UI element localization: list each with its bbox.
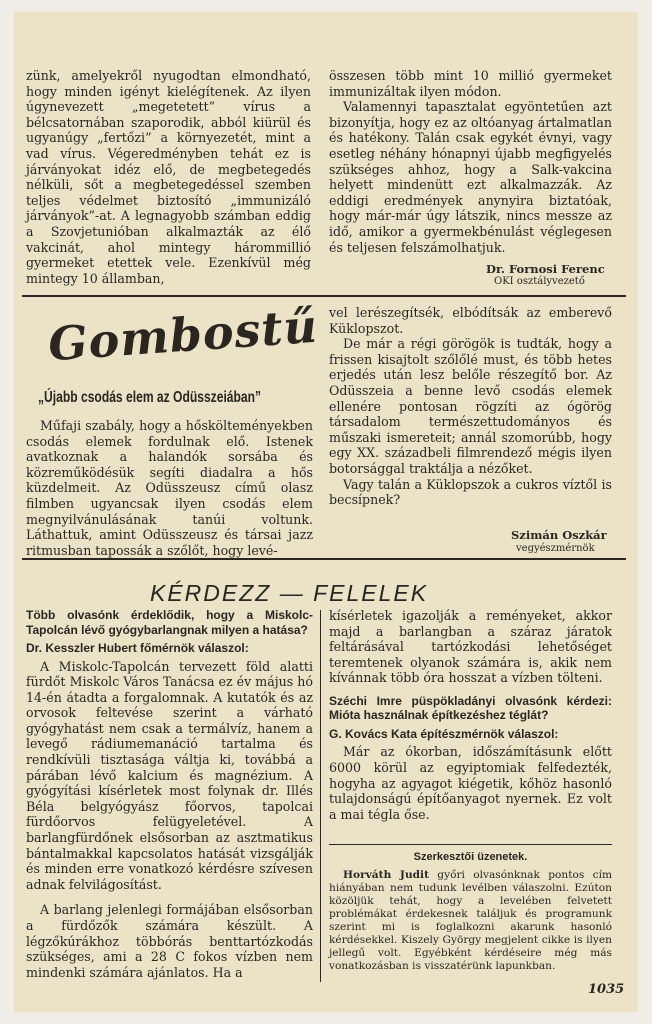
article-paragraph: De már a régi görögök is tudták, hogy a frissen kisajtolt szőlőlé must, és több hetes erjedés után lesz belőle részegítő bor. Az Odüsszeia a benne levő csodás elemek ellenére pontosan rögzíti az ógörög társadalom természettudományos és műszaki ismereteit; annál szomorúbb, hogy egy XX. századbeli filmrendező mégis ilyen botorsággal traktálja a nézőket. bbox=[329, 336, 612, 476]
article-paragraph: Vagy talán a Küklopszok a cukros víztől is becsípnek? bbox=[329, 476, 612, 508]
article-continued-right bbox=[329, 68, 612, 255]
gombostu-logo: Gombostű bbox=[46, 298, 320, 372]
editor-message-text: győri olvasónknak pontos cím hiányában nem tudunk levélben válaszolni. Ezúton közöljük tehát, hogy a levelében felvetett problémákat érdekesnek találjuk és programunk szerint mi is foglalkozni akarunk hasonló kérdésekkel. Kiszely György megjelent cikke is ilyen jellegű volt. Egyébként kérdéseire még más vonatkozásban is visszatérünk lapunkban. bbox=[329, 868, 612, 972]
section-subtitle: „Újabb csodás elem az Odüsszeiában” bbox=[38, 389, 262, 406]
editor-message bbox=[329, 869, 612, 973]
article-paragraph: Valamennyi tapasztalat egyöntetűen azt bizonyítja, hogy ez az oltóanyag ártalmatlan és hatékony. Talán csak egykét évnyi, vagy esetleg néhány hónapnyi újabb megfigyelés szükséges ahhoz, hogy a Salk-vakcina helyett mindenütt ezt alkalmazzák. Az eddigi eredmények anynyira biztatóak, hogy már-már úgy látszik, nincs messze az idő, amikor a gyermekbénulást véglegesen és teljesen felszámolhatjuk. bbox=[329, 99, 612, 255]
question: Széchi Imre püspökladányi olvasónk kérdezi: Mióta használnak építkezéshez téglát? bbox=[329, 693, 612, 723]
column-divider bbox=[320, 610, 321, 982]
answer-paragraph: A Miskolc-Tapolcán tervezett föld alatti fürdőt Miskolc Város Tanácsa ez év május hó 14-én átadta a forgalomnak. A kutatók és az orvosok feltevése szerint a várható gyógyhatást nem csak a termálvíz, hanem a levegő rádiumemanáció tartalma és rendkívüli tisztasága váltja ki, továbbá a párában lévő kalcium és magnézium. A gyógyítási kísérletek most folynak dr. Illés Béla belgyógyász főorvos, tapolcai fürdőorvos felügyeletével. A barlangfürdőnek elsősorban az asztmatikus bántalmakkal kapcsolatos hatását vizsgálják és minden erre vonatkozó kérdésre szívesen adnak felvilágosítást. bbox=[26, 658, 313, 892]
article-paragraph: összesen több mint 10 millió gyermeket immunizáltak ilyen módon. bbox=[329, 68, 612, 99]
author-role: OKI osztályvezető bbox=[494, 276, 585, 287]
question: Több olvasónk érdeklődik, hogy a Miskolc-Tapolcán lévő gyógybarlangnak milyen a hatása? bbox=[26, 608, 313, 637]
article-continued-left bbox=[26, 68, 311, 286]
gombostu-right-column bbox=[329, 305, 612, 508]
editor-heading: Szerkesztői üzenetek. bbox=[413, 851, 528, 863]
editor-messages bbox=[329, 850, 612, 973]
page-number: 1035 bbox=[588, 982, 625, 997]
magazine-page bbox=[14, 12, 638, 1012]
author-signature: Szimán Oszkár bbox=[511, 528, 607, 542]
answer-paragraph: Már az ókorban, időszámításunk előtt 6000 körül az egyiptomiak felfedezték, hogyha az agyagot kiégetik, kőhöz hasonló tulajdonságú építőanyagot nyernek. Ez volt a mai tégla őse. bbox=[329, 744, 612, 822]
editor-divider bbox=[329, 844, 612, 845]
author-role: vegyészmérnök bbox=[516, 543, 595, 554]
answer-paragraph: A barlang jelenlegi formájában elsősorban a fürdőzők számára készült. A légzőkúrákhoz többórás benttartózkodás szükséges, ami a 28 C fokos vízben nem mindenki számára ajánlatos. Ha a bbox=[26, 902, 313, 980]
article-paragraph: vel lerészegítsék, elbódítsák az emberevő Küklopszot. bbox=[329, 305, 612, 336]
article-text: zünk, amelyekről nyugodtan elmondható, hogy minden igényt kielégítenek. Az ilyen úgynevezett „megetetett” vírus a bélcsatornában szaporodik, abból kiürül és ugyanúgy „fertőzi” a környezetét, mint a vad vírus. Végeredményben tehát ez is járványokat idéz elő, de megbetegedés nélküli, sőt a megbetegedéssel szemben teljes védelmet biztosító „immunizáló járványok”-at. A legnagyobb számban eddig a Szovjetunióban alkalmazták az élő vakcinát, ahol mintegy hárommillió gyermeket etettek vele. Ezenkívül még mintegy 10 államban, bbox=[26, 68, 311, 286]
qa-left-column bbox=[26, 608, 313, 980]
section-divider bbox=[22, 558, 626, 560]
answer-paragraph: kísérletek igazolják a reményeket, akkor majd a barlangban a száraz járatok feltárásával tartózkodási lehetőséget teremtenek olyanok számára is, akik nem kívánnak több óra hosszat a vízben tölteni. bbox=[329, 608, 612, 686]
answer-heading: G. Kovács Kata építészmérnök válaszol: bbox=[329, 726, 559, 741]
author-signature: Dr. Fornosi Ferenc bbox=[486, 262, 605, 276]
gombostu-left-text: Műfaji szabály, hogy a hőskölteményekben csodás elemek fordulnak elő. Istenek avatkoznak a halandók sorsába és közreműködésük segíti diadalra a hős küzdelmeit. Az Odüsszeusz című olasz filmben ugyancsak ilyen csodás elem megnyilvánulásának tanúi voltunk. Láthattuk, amint Odüsszeusz és társai jazz ritmusban tapossák a szőlőt, hogy levé- bbox=[26, 418, 313, 558]
qa-right-column bbox=[329, 608, 612, 822]
section-heading: KÉRDEZZ — FELELEK bbox=[150, 580, 429, 606]
section-divider bbox=[22, 295, 626, 297]
answer-heading: Dr. Kesszler Hubert főmérnök válaszol: bbox=[26, 641, 249, 655]
editor-addressee: Horváth Judit bbox=[343, 868, 429, 881]
